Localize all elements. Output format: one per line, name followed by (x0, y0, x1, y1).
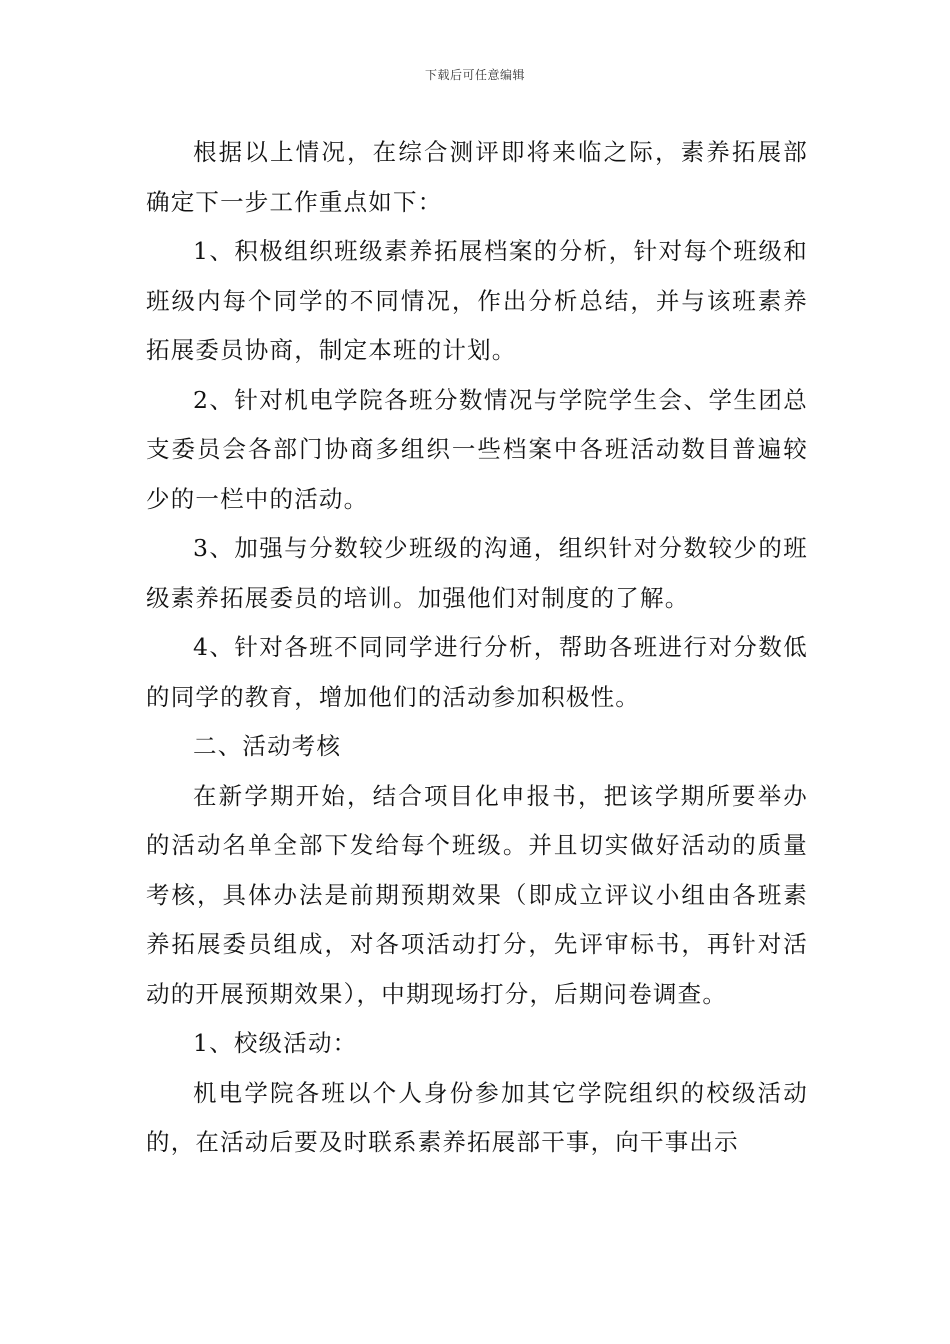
document-body (146, 128, 808, 1168)
paragraph-item-2: 2、针对机电学院各班分数情况与学院学生会、学生团总支委员会各部门协商多组织一些档案中各班活动数目普遍较少的一栏中的活动。 (146, 385, 808, 513)
paragraph-item-1: 1、积极组织班级素养拓展档案的分析，针对每个班级和班级内每个同学的不同情况，作出分析总结，并与该班素养拓展委员协商，制定本班的计划。 (146, 237, 808, 364)
paragraph-intro: 根据以上情况，在综合测评即将来临之际，素养拓展部确定下一步工作重点如下： (146, 138, 808, 216)
paragraph-activity-review: 在新学期开始，结合项目化申报书，把该学期所要举办的活动名单全部下发给每个班级。并且切实做好活动的质量考核，具体办法是前期预期效果（即成立评议小组由各班素养拓展委员组成，对各项活动打分，先评审标书，再针对活动的开展预期效果），中期现场打分，后期问卷调查。 (146, 781, 808, 1008)
header-note: 下载后可任意编辑 (424, 68, 525, 82)
section-heading-activity-review: 二、活动考核 (193, 732, 342, 760)
paragraph-school-activities: 机电学院各班以个人身份参加其它学院组织的校级活动的，在活动后要及时联系素养拓展部干事，向干事出示 (146, 1078, 808, 1156)
subheading-school-activities: 1、校级活动： (193, 1029, 358, 1057)
paragraph-item-3: 3、加强与分数较少班级的沟通，组织针对分数较少的班级素养拓展委员的培训。加强他们对制度的了解。 (146, 534, 808, 612)
paragraph-item-4: 4、针对各班不同同学进行分析，帮助各班进行对分数低的同学的教育，增加他们的活动参加积极性。 (146, 633, 808, 711)
